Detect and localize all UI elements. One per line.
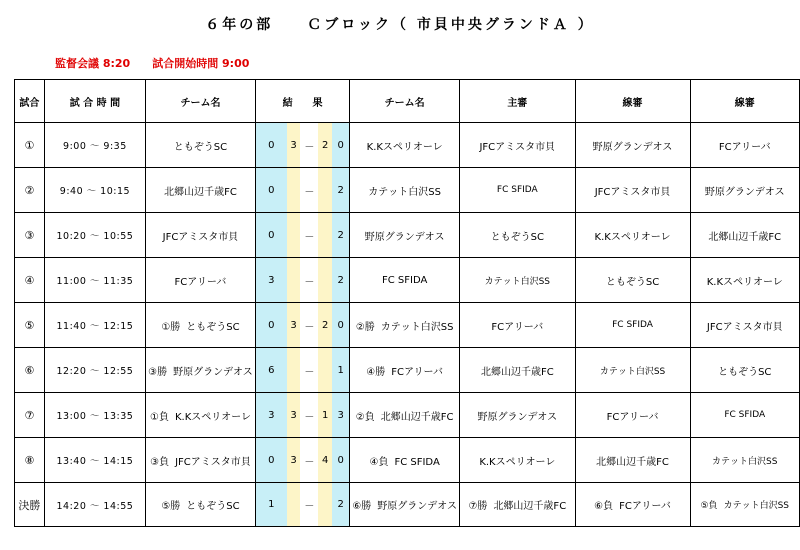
team-name: JFCアミスタ市貝: [162, 231, 239, 243]
match-number: ⑤: [15, 303, 45, 348]
score-right: 0: [332, 438, 350, 483]
half-right: [318, 258, 332, 303]
score-dash: －: [300, 483, 318, 527]
match-time: 13:00 ～ 13:35: [44, 393, 145, 438]
line1-cell: [575, 393, 690, 438]
match-ref-label: ⑥勝: [352, 501, 372, 512]
team-name: FCアリーバ: [391, 366, 444, 378]
line1-cell: [575, 348, 690, 393]
match-ref-label: ⑦勝: [468, 501, 488, 512]
line2-cell: [690, 393, 800, 438]
header-row: [15, 80, 800, 123]
team2-cell: [350, 123, 460, 168]
score-left: 1: [255, 483, 286, 527]
match-number: ③: [15, 213, 45, 258]
team-name: FCアリーバ: [606, 411, 659, 423]
table-row: [15, 258, 800, 303]
team-name: カテット白沢SS: [368, 186, 441, 198]
team1-cell: [146, 483, 256, 527]
team-name: JFCアミスタ市貝: [175, 456, 251, 468]
team-name: K.Kスペリオーレ: [366, 141, 443, 153]
line2-cell: [690, 483, 800, 527]
match-number: ①: [15, 123, 45, 168]
team2-cell: [350, 393, 460, 438]
header-line1: 線審: [575, 80, 690, 123]
line1-cell: [575, 258, 690, 303]
header-result: 結 果: [255, 80, 349, 123]
team-name: 野原グランデオス: [592, 141, 673, 153]
half-left: 3: [287, 393, 301, 438]
team1-cell: [146, 303, 256, 348]
team2-cell: [350, 483, 460, 527]
half-left: [287, 168, 301, 213]
team-name: ともぞうSC: [605, 276, 660, 288]
match-number: ②: [15, 168, 45, 213]
team-name: 野原グランデオス: [477, 411, 558, 423]
referee-cell: [460, 483, 575, 527]
half-right: 2: [318, 123, 332, 168]
score-left: 0: [255, 303, 286, 348]
score-right: 2: [332, 483, 350, 527]
table-row: [15, 213, 800, 258]
line1-cell: [575, 438, 690, 483]
half-right: 2: [318, 303, 332, 348]
meeting-note: 監督会議 8:20 試合開始時間 9:00: [55, 57, 250, 70]
match-ref-label: ③勝: [148, 366, 168, 378]
score-dash: －: [300, 168, 318, 213]
team1-cell: [146, 438, 256, 483]
half-right: [318, 168, 332, 213]
match-time: 11:00 ～ 11:35: [44, 258, 145, 303]
team-name: ともぞうSC: [718, 366, 772, 378]
team1-cell: [146, 258, 256, 303]
team2-cell: [350, 168, 460, 213]
score-right: 2: [332, 258, 350, 303]
score-right: 1: [332, 348, 350, 393]
score-dash: －: [300, 213, 318, 258]
team1-cell: [146, 123, 256, 168]
team-name: K.Kスペリオーレ: [594, 231, 671, 243]
team-name: FCアリーバ: [619, 501, 671, 512]
header-line2: 線審: [690, 80, 800, 123]
referee-cell: [460, 303, 575, 348]
line2-cell: [690, 258, 800, 303]
team-name: K.Kスペリオーレ: [479, 456, 556, 468]
team-name: カテット白沢SS: [599, 366, 666, 377]
team1-cell: [146, 168, 256, 213]
team-name: カテット白沢SS: [380, 321, 454, 333]
line1-cell: [575, 303, 690, 348]
team2-cell: [350, 213, 460, 258]
team-name: 野原グランデオス: [377, 501, 457, 512]
match-ref-label: ④勝: [366, 366, 386, 378]
half-left: [287, 483, 301, 527]
score-right: 2: [332, 213, 350, 258]
team-name: 北郷山辺千歳FC: [164, 186, 237, 198]
line1-cell: [575, 213, 690, 258]
match-time: 12:20 ～ 12:55: [44, 348, 145, 393]
match-number: ⑦: [15, 393, 45, 438]
referee-cell: [460, 213, 575, 258]
half-left: [287, 258, 301, 303]
half-right: 1: [318, 393, 332, 438]
team1-cell: [146, 393, 256, 438]
score-left: 0: [255, 168, 286, 213]
team-name: JFCアミスタ市貝: [706, 321, 783, 333]
match-ref-label: ⑥負: [594, 501, 614, 512]
match-time: 11:40 ～ 12:15: [44, 303, 145, 348]
team1-cell: [146, 348, 256, 393]
referee-cell: [460, 393, 575, 438]
referee-cell: [460, 168, 575, 213]
match-number: ⑧: [15, 438, 45, 483]
match-time: 10:20 ～ 10:55: [44, 213, 145, 258]
header-team2: チーム名: [350, 80, 460, 123]
team-name: カテット白沢SS: [712, 456, 778, 467]
header-time: 試 合 時 間: [44, 80, 145, 123]
line2-cell: [690, 303, 800, 348]
team-name: FCアリーバ: [491, 321, 544, 333]
score-left: 6: [255, 348, 286, 393]
table-row: [15, 348, 800, 393]
referee-cell: [460, 258, 575, 303]
team-name: 野原グランデオス: [704, 186, 785, 198]
half-left: 3: [287, 123, 301, 168]
match-number: 決勝: [15, 483, 45, 527]
match-ref-label: ⑤負: [700, 501, 718, 511]
half-right: [318, 213, 332, 258]
team-name: 北郷山辺千歳FC: [596, 456, 669, 468]
team-name: FC SFIDA: [612, 320, 653, 330]
match-ref-label: ②負: [355, 411, 375, 423]
team-name: ともぞうSC: [186, 321, 240, 333]
score-left: 3: [255, 258, 286, 303]
half-left: [287, 348, 301, 393]
match-ref-label: ⑤勝: [161, 501, 181, 512]
team-name: K.Kスペリオーレ: [174, 411, 251, 423]
team-name: ともぞうSC: [490, 231, 544, 243]
match-number: ④: [15, 258, 45, 303]
line1-cell: [575, 123, 690, 168]
match-ref-label: ①負: [149, 411, 169, 423]
team-name: FC SFIDA: [724, 410, 766, 420]
table-row: [15, 393, 800, 438]
line1-cell: [575, 483, 690, 527]
table-row: [15, 483, 800, 527]
score-right: 3: [332, 393, 350, 438]
line2-cell: [690, 438, 800, 483]
score-right: 0: [332, 303, 350, 348]
header-team1: チーム名: [146, 80, 256, 123]
schedule-table: [14, 79, 800, 527]
half-right: [318, 483, 332, 527]
half-left: 3: [287, 438, 301, 483]
team-name: JFCアミスタ市貝: [479, 141, 556, 153]
team-name: FC SFIDA: [381, 274, 428, 286]
score-right: 0: [332, 123, 350, 168]
line2-cell: [690, 168, 800, 213]
referee-cell: [460, 438, 575, 483]
score-dash: －: [300, 393, 318, 438]
score-dash: －: [300, 303, 318, 348]
score-dash: －: [300, 258, 318, 303]
team-name: FCアリーバ: [718, 141, 771, 153]
page-title: ６年の部 Ｃブロック（ 市貝中央グランドＡ ）: [205, 17, 595, 33]
team-name: 野原グランデオス: [173, 366, 253, 378]
team-name: 野原グランデオス: [364, 231, 445, 243]
match-ref-label: ③負: [150, 456, 170, 468]
half-right: [318, 348, 332, 393]
table-row: [15, 168, 800, 213]
team-name: JFCアミスタ市貝: [594, 186, 671, 198]
half-left: [287, 213, 301, 258]
team2-cell: [350, 348, 460, 393]
team-name: K.Kスペリオーレ: [706, 276, 783, 288]
match-ref-label: ④負: [369, 456, 389, 468]
team-name: カテット白沢SS: [723, 501, 789, 511]
match-time: 14:20 ～ 14:55: [44, 483, 145, 527]
score-dash: －: [300, 123, 318, 168]
team2-cell: [350, 303, 460, 348]
team-name: FCアリーバ: [174, 276, 227, 288]
half-right: 4: [318, 438, 332, 483]
team-name: ともぞうSC: [186, 501, 240, 512]
team-name: 北郷山辺千歳FC: [380, 411, 454, 423]
referee-cell: [460, 348, 575, 393]
match-time: 9:40 ～ 10:15: [44, 168, 145, 213]
line2-cell: [690, 213, 800, 258]
score-left: 0: [255, 438, 286, 483]
half-left: 3: [287, 303, 301, 348]
score-dash: －: [300, 438, 318, 483]
team-name: カテット白沢SS: [484, 276, 551, 287]
match-time: 9:00 ～ 9:35: [44, 123, 145, 168]
header-match: 試合: [15, 80, 45, 123]
table-row: [15, 303, 800, 348]
team-name: 北郷山辺千歳FC: [480, 366, 554, 378]
line2-cell: [690, 123, 800, 168]
team-name: 北郷山辺千歳FC: [708, 231, 782, 243]
team2-cell: [350, 258, 460, 303]
table-row: [15, 438, 800, 483]
score-right: 2: [332, 168, 350, 213]
line2-cell: [690, 348, 800, 393]
line1-cell: [575, 168, 690, 213]
match-number: ⑥: [15, 348, 45, 393]
header-referee: 主審: [460, 80, 575, 123]
score-left: 3: [255, 393, 286, 438]
team1-cell: [146, 213, 256, 258]
score-left: 0: [255, 213, 286, 258]
table-row: [15, 123, 800, 168]
team-name: 北郷山辺千歳FC: [493, 501, 567, 512]
team-name: ともぞうSC: [173, 141, 228, 153]
match-time: 13:40 ～ 14:15: [44, 438, 145, 483]
team-name: FC SFIDA: [394, 456, 440, 468]
referee-cell: [460, 123, 575, 168]
team-name: FC SFIDA: [496, 185, 538, 195]
match-ref-label: ②勝: [355, 321, 375, 333]
match-ref-label: ①勝: [161, 321, 181, 333]
score-left: 0: [255, 123, 286, 168]
score-dash: －: [300, 348, 318, 393]
team2-cell: [350, 438, 460, 483]
